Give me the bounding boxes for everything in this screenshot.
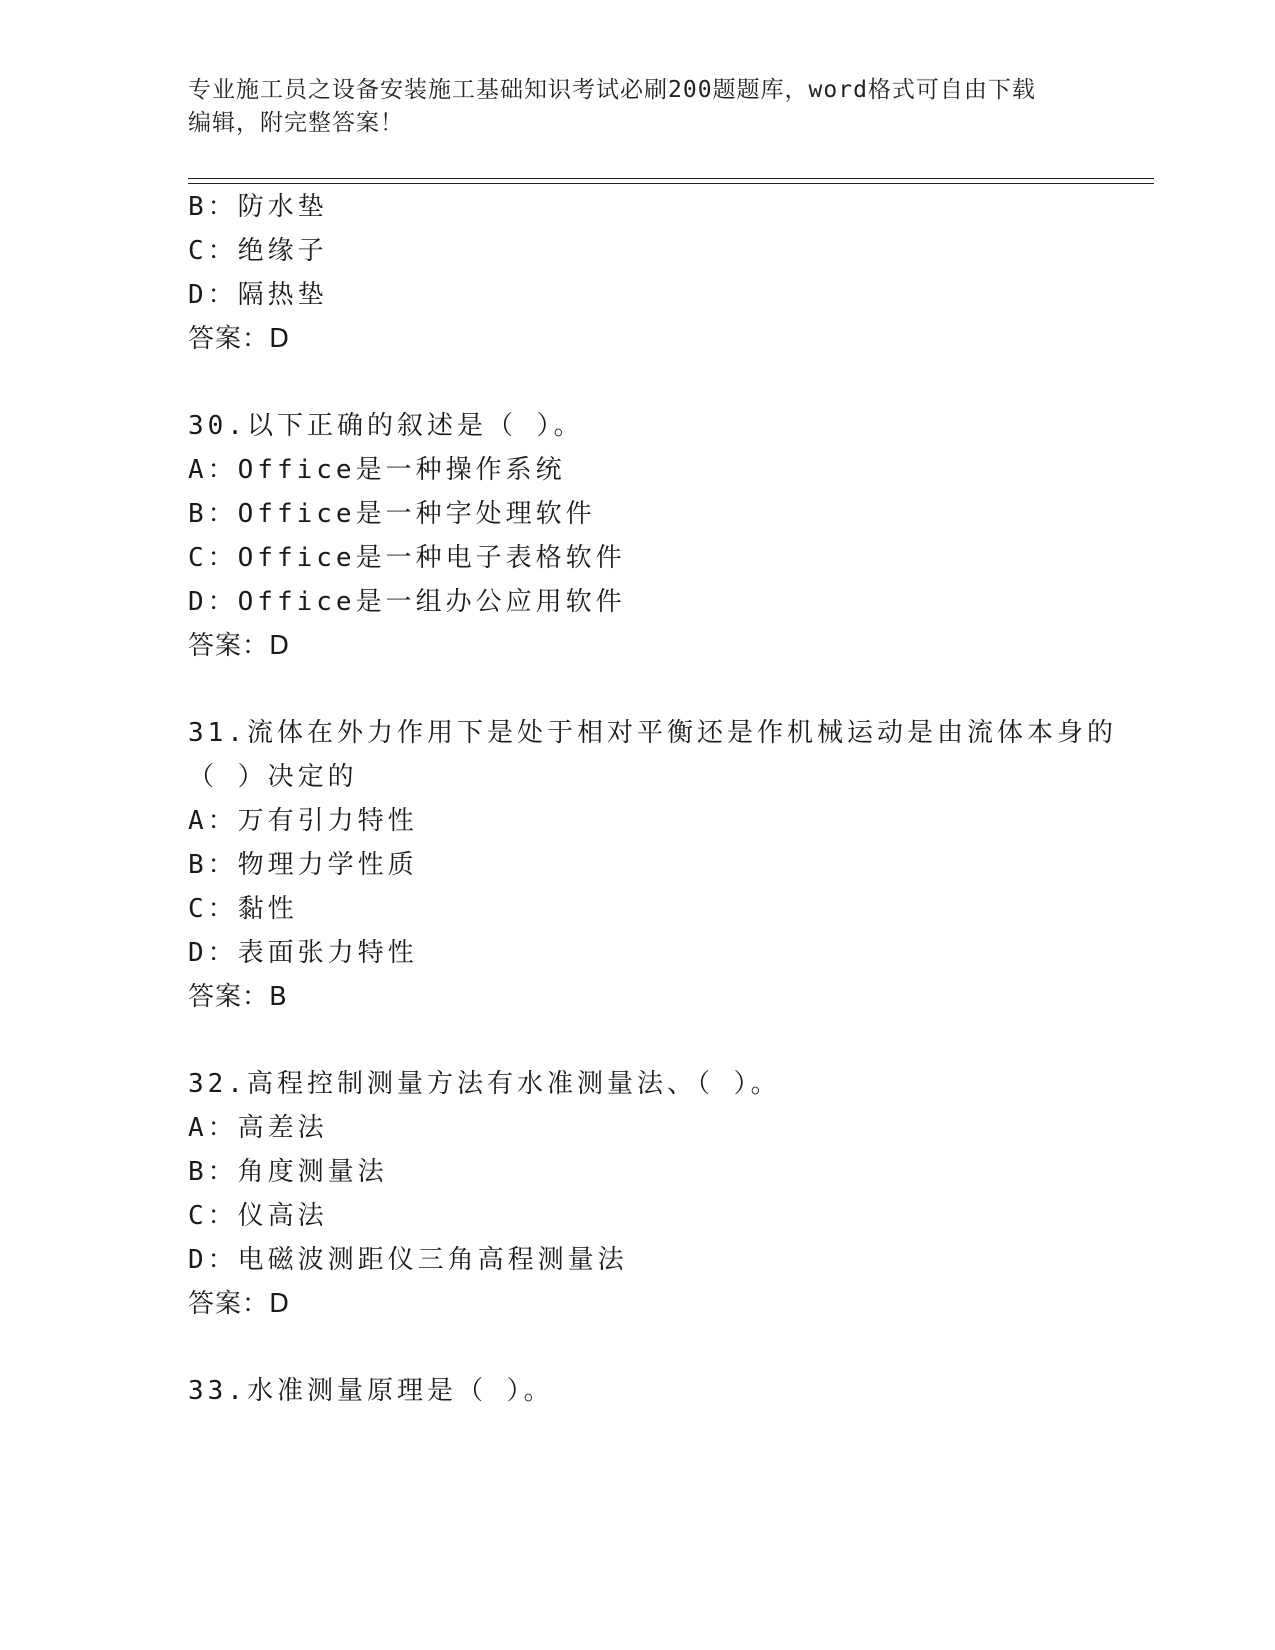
option-b: B：Office是一种字处理软件 — [188, 499, 596, 529]
header-rule-top — [188, 178, 1154, 179]
option-c: C：绝缘子 — [188, 236, 328, 266]
option-c: C：Office是一种电子表格软件 — [188, 543, 626, 573]
question-stem: 33.水准测量原理是（ ）。 — [188, 1376, 554, 1406]
option-b: B：物理力学性质 — [188, 850, 418, 880]
page-header — [188, 74, 1068, 140]
option-a: A：万有引力特性 — [188, 806, 418, 836]
header-rule-bottom — [188, 183, 1154, 184]
question-stem-continuation: （ ）决定的 — [188, 762, 358, 792]
answer: 答案：D — [188, 631, 291, 661]
header-line-1: 专业施工员之设备安装施工基础知识考试必刷200题题库，word格式可自由下载 — [188, 77, 1036, 103]
question-stem: 32.高程控制测量方法有水准测量法、（ ）。 — [188, 1069, 781, 1099]
header-line-2: 编辑，附完整答案！ — [188, 110, 404, 136]
question-stem: 31.流体在外力作用下是处于相对平衡还是作机械运动是由流体本身的 — [188, 718, 1117, 748]
question-stem: 30.以下正确的叙述是（ ）。 — [188, 411, 584, 441]
option-d: D：隔热垫 — [188, 280, 328, 310]
option-a: A：Office是一种操作系统 — [188, 455, 566, 485]
option-b: B：防水垫 — [188, 192, 328, 222]
option-c: C：黏性 — [188, 894, 298, 924]
answer: 答案：D — [188, 1289, 291, 1319]
option-c: C：仪高法 — [188, 1201, 328, 1231]
answer: 答案：D — [188, 324, 291, 354]
option-d: D：表面张力特性 — [188, 938, 418, 968]
option-d: D：电磁波测距仪三角高程测量法 — [188, 1245, 628, 1275]
option-d: D：Office是一组办公应用软件 — [188, 587, 626, 617]
answer: 答案：B — [188, 982, 288, 1012]
option-b: B：角度测量法 — [188, 1157, 388, 1187]
option-a: A：高差法 — [188, 1113, 328, 1143]
